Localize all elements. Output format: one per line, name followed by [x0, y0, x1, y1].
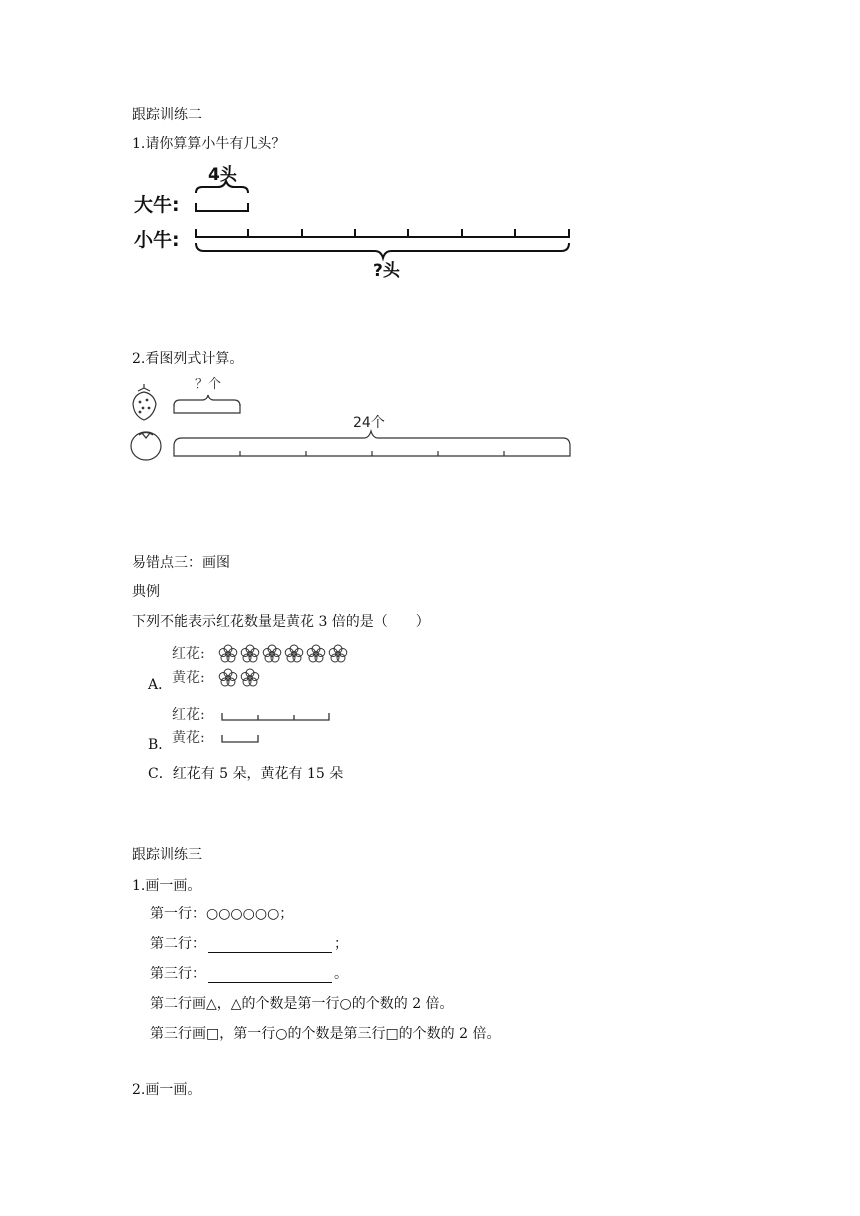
draw-1-instruction-1: 第二行画△，△的个数是第一行○的个数的 2 倍。: [150, 996, 454, 1012]
example-title: 典例: [132, 584, 160, 600]
example-question: 下列不能表示红花数量是黄花 3 倍的是（ ）: [132, 614, 430, 630]
tomato-icon: [131, 432, 161, 460]
fruit-line-diagram: [128, 376, 578, 466]
cow-diagram-lines: [130, 163, 580, 288]
big-cow-amount: 4头: [208, 165, 237, 185]
small-cow-segment: [196, 229, 569, 237]
question-1-text: 1.请你算算小牛有几头？: [132, 136, 286, 152]
red-flower-icons: [219, 645, 347, 662]
strawberry-icon: [133, 384, 156, 420]
strawberry-segment: [174, 404, 240, 413]
tomato-brace: [174, 431, 570, 446]
row-3-prefix: 第三行：: [150, 966, 206, 982]
small-cow-brace: [196, 243, 569, 258]
strawberry-brace: [174, 395, 240, 406]
draw-2-title: 2.画一画。: [132, 1082, 202, 1098]
small-cow-label: 小牛:: [134, 229, 180, 251]
section-title-training-3: 跟踪训练三: [132, 847, 202, 863]
tomato-amount: 24个: [353, 415, 385, 431]
draw-1-title: 1.画一画。: [132, 878, 202, 894]
question-2-text: 2.看图列式计算。: [132, 351, 244, 367]
strawberry-amount: ？个: [195, 377, 222, 392]
row-3-suffix: 。: [334, 966, 348, 982]
option-b-yellow-label: 黄花:: [172, 730, 205, 746]
option-b-letter: B．: [148, 737, 173, 753]
option-b-red-segment: [222, 713, 329, 720]
option-b-yellow-segment: [222, 735, 258, 742]
option-c-text: C．红花有 5 朵，黄花有 15 朵: [148, 766, 344, 782]
draw-1-row-1: 第一行：○○○○○○；: [150, 906, 294, 922]
option-a-yellow-label: 黄花:: [172, 670, 205, 686]
big-cow-segment: [196, 203, 248, 211]
option-b-figure: [172, 704, 372, 750]
small-cow-amount: ?头: [373, 261, 400, 281]
option-a-letter: A．: [148, 677, 173, 693]
option-a-red-label: 红花:: [172, 646, 205, 662]
row-2-prefix: 第二行：: [150, 936, 206, 952]
tomato-ticks: [240, 451, 504, 456]
row-2-suffix: ；: [334, 936, 348, 952]
draw-1-instruction-2: 第三行画□，第一行○的个数是第三行□的个数的 2 倍。: [150, 1026, 501, 1042]
row-2-answer-blank[interactable]: [208, 937, 332, 953]
section-title-training-2: 跟踪训练二: [132, 107, 202, 123]
cow-line-diagram: [130, 163, 580, 288]
big-cow-label: 大牛:: [134, 194, 180, 216]
option-b-red-label: 红花:: [172, 707, 205, 723]
small-cow-ticks: [248, 229, 515, 237]
option-a-figure: [172, 641, 372, 691]
draw-1-row-3: [150, 965, 348, 983]
error-point-3-title: 易错点三：画图: [132, 555, 230, 571]
draw-1-row-2: [150, 935, 348, 953]
yellow-flower-icons: [219, 669, 259, 686]
row-3-answer-blank[interactable]: [208, 967, 332, 983]
